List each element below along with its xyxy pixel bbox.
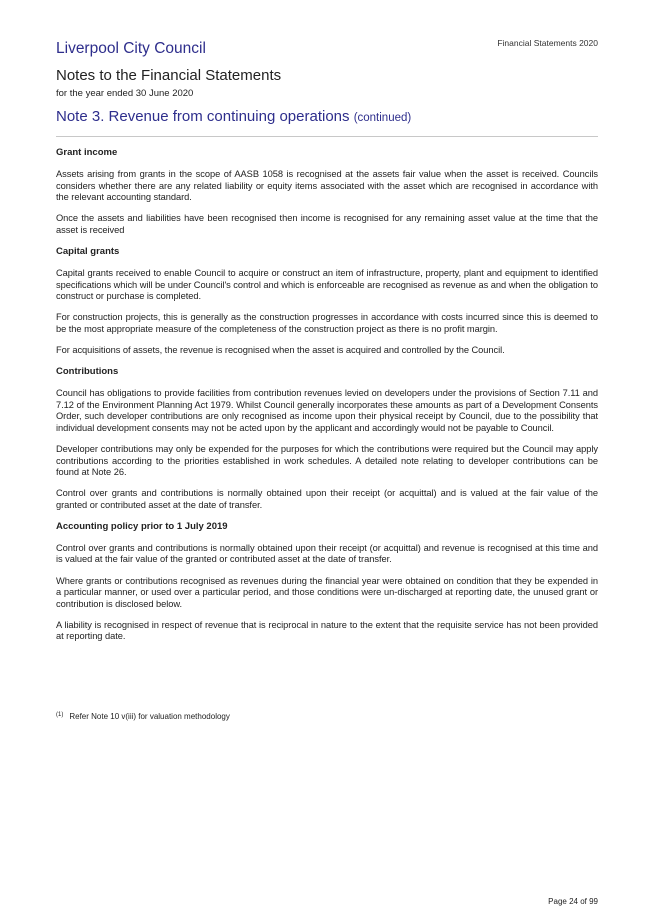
page-title: Notes to the Financial Statements (56, 67, 282, 84)
document-label: Financial Statements 2020 (497, 38, 598, 48)
page-subtitle: for the year ended 30 June 2020 (56, 88, 194, 99)
note-continued: (continued) (353, 112, 412, 124)
paragraph: Once the assets and liabilities have been recognised then income is recognised for any remaining asset value at the time that the asset is received (56, 213, 598, 235)
section-accounting-policy-prior (56, 521, 598, 643)
header-divider (56, 136, 598, 137)
paragraph: Control over grants and contributions is normally obtained upon their receipt (or acquittal) and is valued at the fair value of the granted or contributed asset at the date of transfer. (56, 488, 598, 510)
section-contributions (56, 366, 598, 511)
paragraph: Capital grants received to enable Council to acquire or construct an item of infrastructure, property, plant and equipment to identified specifications which will be under Council's control and which is enforceable are recognised as revenue as and when the obligation to construct or purchase is completed. (56, 267, 598, 302)
section-heading: Grant income (56, 147, 118, 158)
section-heading: Contributions (56, 366, 119, 378)
note-title: Note 3. Revenue from continuing operations (56, 108, 350, 125)
paragraph: Council has obligations to provide facilities from contribution revenues levied on developers under the provisions of Section 7.11 and 7.12 of the Environment Planning Act 1979. Whilst Council generally incorporates these amounts as part of a Development Consents Order, such developer contributions are only recognised as income upon their physical receipt by Council, due to the possibility that individual development consents may not be acted upon by the applicant and accordingly would not be payable to Council. (56, 388, 598, 433)
section-heading: Accounting policy prior to 1 July 2019 (56, 520, 228, 532)
paragraph: Control over grants and contributions is normally obtained upon their receipt (or acquittal) and revenue is recognised at this time and is valued at the fair value of the granted or contributed asset at the date of transfer. (56, 542, 598, 565)
footnote (56, 712, 230, 721)
note-heading (56, 108, 411, 125)
paragraph: For acquisitions of assets, the revenue is recognised when the asset is acquired and controlled by the Council. (56, 344, 505, 355)
footnote-text: Refer Note 10 v(iii) for valuation methodology (69, 712, 230, 721)
footnote-marker: (1) (56, 712, 64, 718)
paragraph: Where grants or contributions recognised as revenues during the financial year were obtained on condition that they be expended in a particular manner, or used over a particular period, and those conditions were un-discharged at reporting date, the unused grant or contribution is disclosed below. (56, 575, 598, 609)
council-name: Liverpool City Council (56, 40, 206, 57)
paragraph: Assets arising from grants in the scope of AASB 1058 is recognised at the assets fair value when the asset is received. Councils considers whether there are any related liability or equity items associated with the asset which are recognised in accordance with the relevant accounting standard. (56, 169, 598, 203)
section-capital-grants (56, 246, 598, 357)
page-number: Page 24 of 99 (548, 897, 598, 906)
paragraph: A liability is recognised in respect of revenue that is reciprocal in nature to the extent that the requisite service has not been provided at reporting date. (56, 619, 598, 642)
section-heading: Capital grants (56, 245, 120, 257)
note-body (56, 147, 598, 653)
paragraph: Developer contributions may only be expended for the purposes for which the contributions were required but the Council may apply contributions according to the priorities established in work schedules. A detailed note relating to developer contributions can be found at Note 26. (56, 443, 598, 478)
section-grant-income (56, 147, 598, 236)
paragraph: For construction projects, this is generally as the construction progresses in accordance with costs incurred since this is deemed to be the most appropriate measure of the completeness of the construction project as there is no profit margin. (56, 312, 598, 334)
